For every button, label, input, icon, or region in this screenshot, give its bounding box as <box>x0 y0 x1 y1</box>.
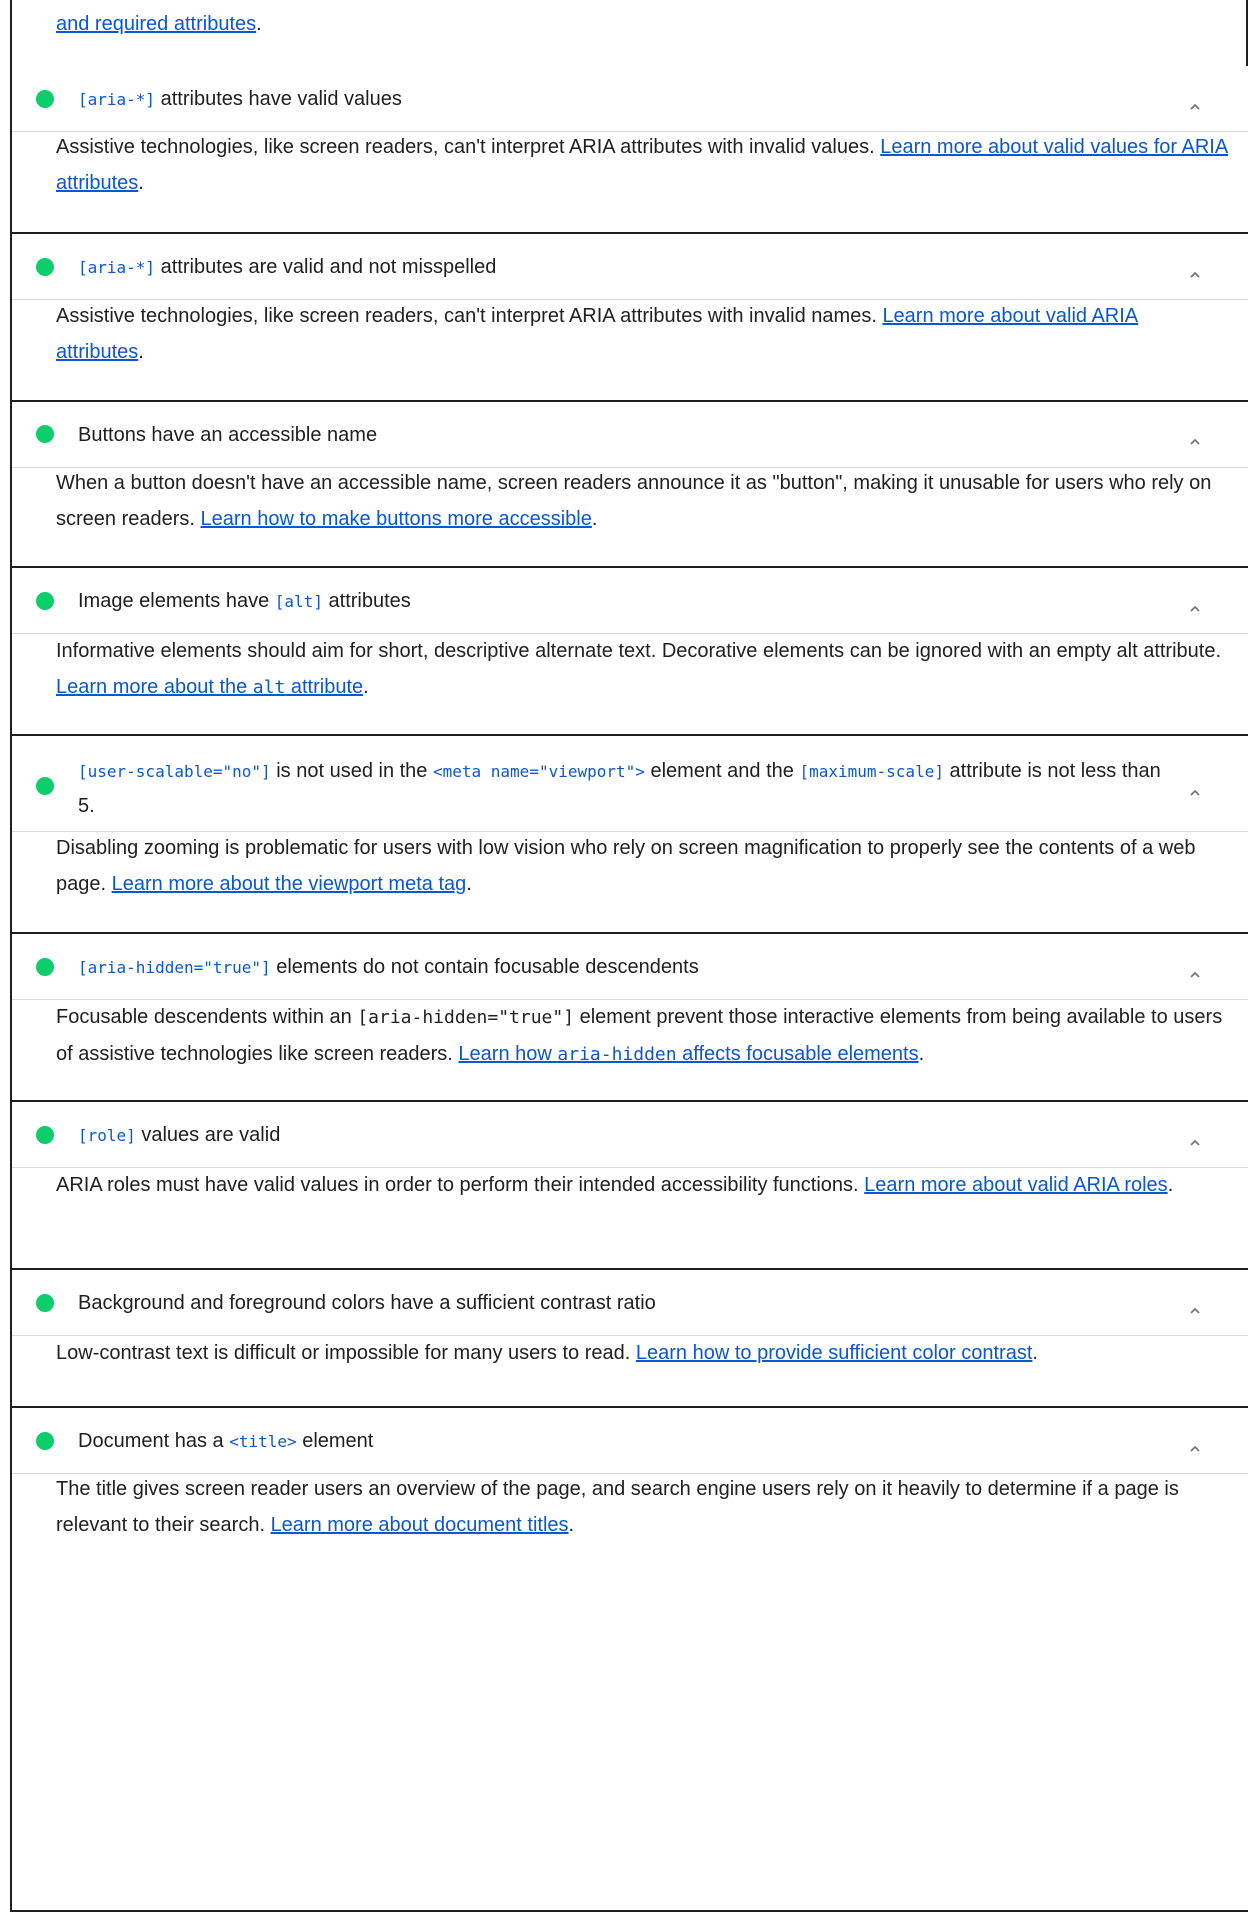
audit-title <box>78 418 1176 452</box>
link-text: Learn more about document titles <box>270 1514 569 1536</box>
pass-dot-icon <box>36 777 54 795</box>
audit-header[interactable] <box>12 1270 1248 1336</box>
audit-description <box>56 465 1230 537</box>
audit-title <box>78 1286 1176 1320</box>
text-segment: Background and foreground colors have a sufficient contrast ratio <box>78 1292 656 1314</box>
text-segment: attributes are valid and not misspelled <box>155 256 497 278</box>
audit-item <box>12 934 1248 1102</box>
code-token: [alt] <box>274 592 323 611</box>
code-token: [user-scalable="no"] <box>78 762 271 781</box>
text-segment: Buttons have an accessible name <box>78 424 378 446</box>
code-token: [aria-*] <box>78 258 156 277</box>
learn-more-link[interactable] <box>56 676 363 698</box>
chevron-up-icon[interactable] <box>1188 1442 1202 1456</box>
link-text: Learn more about the <box>56 676 253 698</box>
audit-description <box>56 1471 1230 1543</box>
text-segment: . <box>918 1043 925 1065</box>
audit-item <box>12 736 1248 934</box>
text-segment: The title gives screen reader users an overview of the page, and search engine users rely on it heavily to determine if a page is relevant to their search. <box>56 1478 1179 1536</box>
link-code: alt <box>252 677 286 698</box>
audit-description <box>56 1335 1230 1371</box>
code-token: [aria-*] <box>78 90 156 109</box>
audit-description <box>56 999 1230 1073</box>
code-token: [role] <box>78 1126 136 1145</box>
text-segment: . <box>1032 1342 1038 1364</box>
text-segment: element <box>296 1430 374 1452</box>
learn-more-link[interactable] <box>201 508 592 530</box>
pass-dot-icon <box>36 1432 54 1450</box>
text-segment: Document has a <box>78 1430 230 1452</box>
audit-title <box>78 1424 1176 1459</box>
audit-item <box>12 1270 1248 1408</box>
previous-audit-link[interactable]: and required attributes <box>56 13 257 35</box>
text-segment: element and the <box>644 760 800 782</box>
link-text: Learn more about valid ARIA roles <box>864 1174 1168 1196</box>
code-token: [maximum-scale] <box>799 762 944 781</box>
pass-dot-icon <box>36 425 54 443</box>
audit-item <box>12 234 1248 402</box>
text-segment: Assistive technologies, like screen readers, can't interpret ARIA attributes with invalid names. <box>56 305 883 327</box>
audit-header[interactable] <box>12 568 1248 634</box>
text-segment: When a button doesn't have an accessible name, screen readers announce it as "button", making it unusable for users who rely on screen readers. <box>56 472 1212 530</box>
pass-dot-icon <box>36 258 54 276</box>
text-segment: Focusable descendents within an <box>56 1006 358 1028</box>
learn-more-link[interactable] <box>636 1342 1033 1364</box>
audit-title <box>78 82 1176 117</box>
audit-title <box>78 754 1176 823</box>
chevron-up-icon[interactable] <box>1188 268 1202 282</box>
inline-code: [aria-hidden="true"] <box>357 1007 575 1028</box>
learn-more-link[interactable] <box>864 1174 1168 1196</box>
audit-header[interactable] <box>12 1102 1248 1168</box>
text-segment: . <box>363 676 369 698</box>
audit-item <box>12 1102 1248 1270</box>
chevron-up-icon[interactable] <box>1188 786 1202 800</box>
audit-description <box>56 129 1230 201</box>
link-text: Learn how to provide sufficient color contrast <box>635 1342 1033 1364</box>
link-text: attribute <box>285 676 364 698</box>
chevron-up-icon[interactable] <box>1188 100 1202 114</box>
audit-header[interactable] <box>12 66 1248 132</box>
text-segment: . <box>138 172 144 194</box>
audit-item <box>12 1408 1248 1912</box>
text-segment: . <box>138 341 144 363</box>
text-segment: is not used in the <box>270 760 433 782</box>
audit-item <box>12 568 1248 736</box>
text-segment: . <box>1167 1174 1174 1196</box>
text-segment: ARIA roles must have valid values in order to perform their intended accessibility functions. <box>56 1174 865 1196</box>
chevron-up-icon[interactable] <box>1188 968 1202 982</box>
learn-more-link[interactable] <box>458 1043 918 1065</box>
text-segment: . <box>568 1514 575 1536</box>
text-segment: Assistive technologies, like screen readers, can't interpret ARIA attributes with invalid values. <box>56 136 881 158</box>
text-segment: attributes <box>322 590 411 612</box>
code-token: [aria-hidden="true"] <box>78 958 271 977</box>
audit-title <box>78 950 1176 985</box>
code-token: <meta name="viewport"> <box>432 762 645 781</box>
pass-dot-icon <box>36 90 54 108</box>
chevron-up-icon[interactable] <box>1188 435 1202 449</box>
audit-header[interactable] <box>12 736 1248 832</box>
audit-description <box>56 1167 1230 1203</box>
audit-header[interactable] <box>12 1408 1248 1474</box>
pass-dot-icon <box>36 1294 54 1312</box>
audit-description <box>56 633 1230 706</box>
audit-header[interactable] <box>12 402 1248 468</box>
text-segment: attributes have valid values <box>155 88 402 110</box>
text-segment: Disabling zooming is problematic for users with low vision who rely on screen magnification to properly see the contents of a web page. <box>56 837 1196 895</box>
text-segment: values are valid <box>135 1124 281 1146</box>
audit-item <box>12 402 1248 568</box>
text-segment: Image elements have <box>78 590 275 612</box>
link-text: affects focusable elements <box>676 1043 919 1065</box>
text-segment: elements do not contain focusable descendents <box>270 956 699 978</box>
audit-description <box>56 830 1230 902</box>
audit-title <box>78 1118 1176 1153</box>
link-text: Learn how to make buttons more accessible <box>200 508 592 530</box>
learn-more-link[interactable] <box>271 1514 569 1536</box>
audit-title <box>78 584 1176 619</box>
text-segment: element prevent those interactive elements from being available to users of assistive technologies like screen readers. <box>56 1006 1223 1065</box>
audit-description <box>56 298 1230 370</box>
audit-header[interactable] <box>12 934 1248 1000</box>
pass-dot-icon <box>36 958 54 976</box>
previous-audit-description: and required attributes. <box>56 13 262 35</box>
chevron-up-icon[interactable] <box>1188 1304 1202 1318</box>
audit-header[interactable] <box>12 234 1248 300</box>
link-text: Learn more about valid values for ARIA attributes <box>56 136 1229 194</box>
audit-item <box>12 66 1248 234</box>
pass-dot-icon <box>36 592 54 610</box>
text-segment: . <box>591 508 598 530</box>
text-segment: attribute is not less than 5. <box>78 760 1161 817</box>
text-segment: . <box>466 873 472 895</box>
chevron-up-icon[interactable] <box>1188 1136 1202 1150</box>
chevron-up-icon[interactable] <box>1188 602 1202 616</box>
learn-more-link[interactable] <box>112 873 467 895</box>
link-text: Learn more about the viewport meta tag <box>111 873 467 895</box>
link-text: Learn how <box>458 1043 558 1065</box>
text-segment: Informative elements should aim for short, descriptive alternate text. Decorative elements can be ignored with an empty alt attribute. <box>56 640 1222 662</box>
audit-title <box>78 250 1176 285</box>
code-token: <title> <box>229 1432 297 1451</box>
text-segment: Low-contrast text is difficult or impossible for many users to read. <box>56 1342 636 1364</box>
pass-dot-icon <box>36 1126 54 1144</box>
link-text: Learn more about valid ARIA attributes <box>56 305 1139 363</box>
link-code: aria-hidden <box>557 1044 677 1065</box>
